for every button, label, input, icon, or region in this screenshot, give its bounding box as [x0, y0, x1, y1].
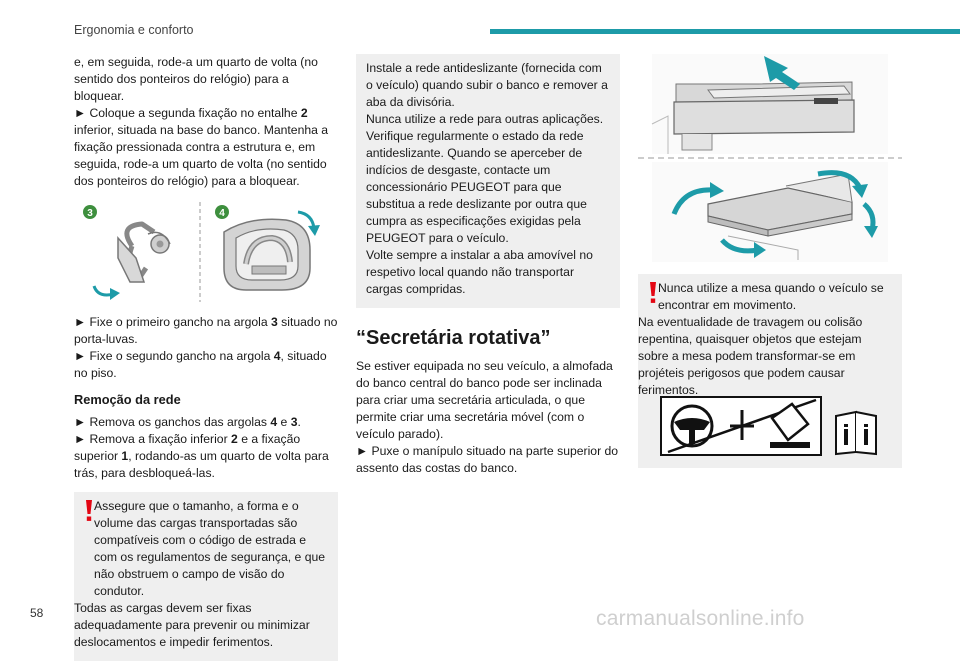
paragraph: Se estiver equipada no seu veículo, a almofada do banco central do banco pode ser inclinada para criar uma secretária articulada, o que permite criar uma secretária móvel (com o veículo parado).	[356, 359, 613, 441]
figure-label-4: 4	[219, 208, 225, 219]
warning-text: Na eventualidade de travagem ou colisão repentina, quaisquer objetos que estejam sobre a mesa podem transformar-se em projéteis perigosos que podem causar ferimentos.	[638, 315, 863, 397]
warning-box	[74, 492, 338, 661]
paragraph: ► Fixe o primeiro gancho na argola 3 situado no porta-luvas.	[74, 315, 338, 346]
figure-rotating-desk	[638, 54, 902, 264]
warning-exclamation-icon	[84, 500, 94, 522]
info-text: Nunca utilize a rede para outras aplicações.	[366, 112, 604, 126]
header-accent-bar	[490, 29, 960, 34]
column-2	[356, 54, 620, 477]
running-header: Ergonomia e conforto	[74, 23, 194, 37]
manual-book-icon	[836, 412, 876, 454]
warning-text: Nunca utilize a mesa quando o veículo se encontrar em movimento.	[658, 281, 884, 312]
section-subheading: Remoção da rede	[74, 392, 181, 407]
column-3	[638, 54, 902, 468]
page-number: 58	[30, 606, 44, 620]
rotating-desk-illustration	[638, 54, 902, 264]
watermark: carmanualsonline.info	[596, 607, 805, 630]
warning-box	[638, 274, 902, 468]
figure-hook-rings	[74, 198, 338, 306]
warning-exclamation-icon	[648, 282, 658, 304]
warning-text: Todas as cargas devem ser fixas adequadamente para prevenir ou minimizar deslocamentos e impedir ferimentos.	[74, 601, 310, 649]
section-heading: “Secretária rotativa”	[356, 327, 551, 349]
info-text: Volte sempre a instalar a aba amovível no respetivo local quando não transportar cargas compridas.	[366, 248, 593, 296]
figure-label-3: 3	[87, 208, 93, 219]
paragraph: e, em seguida, rode-a um quarto de volta (no sentido dos ponteiros do relógio) para a bloquear.	[74, 55, 318, 103]
info-text: Verifique regularmente o estado da rede antideslizante. Quando se aperceber de indícios de desgaste, contacte um concessionário PEUGEOT para que substitua a rede deslizante por outra que cumpra as especificações exigidas pela PEUGEOT para o veículo.	[366, 129, 587, 245]
paragraph: ► Coloque a segunda fixação no entalhe 2 inferior, situada na base do banco. Mantenha a fixação pressionada contra a estrutura e, em seguida, rode-a um quarto de volta (no sentido dos ponteiros do relógio) para a bloquear.	[74, 106, 329, 188]
hook-rings-illustration	[74, 198, 338, 306]
paragraph: ► Remova os ganchos das argolas 4 e 3.	[74, 415, 301, 429]
column-1	[74, 54, 338, 661]
paragraph: ► Remova a fixação inferior 2 e a fixação superior 1, rodando-as um quarto de volta para trás, para desbloqueá-las.	[74, 432, 329, 480]
info-text: Instale a rede antideslizante (fornecida com o veículo) quando subir o banco e remover a aba da divisória.	[366, 61, 608, 109]
info-box	[356, 54, 620, 308]
paragraph: ► Fixe o segundo gancho na argola 4, situado no piso.	[74, 349, 327, 380]
warning-text: Assegure que o tamanho, a forma e o volume das cargas transportadas são compatíveis com o código de estrada e com os regulamentos de segurança, e que não obstruem o campo de visão do condutor.	[94, 499, 326, 598]
paragraph: ► Puxe o manípulo situado na parte superior do assento das costas do banco.	[356, 444, 619, 475]
no-desk-while-driving-pictogram	[660, 396, 880, 461]
